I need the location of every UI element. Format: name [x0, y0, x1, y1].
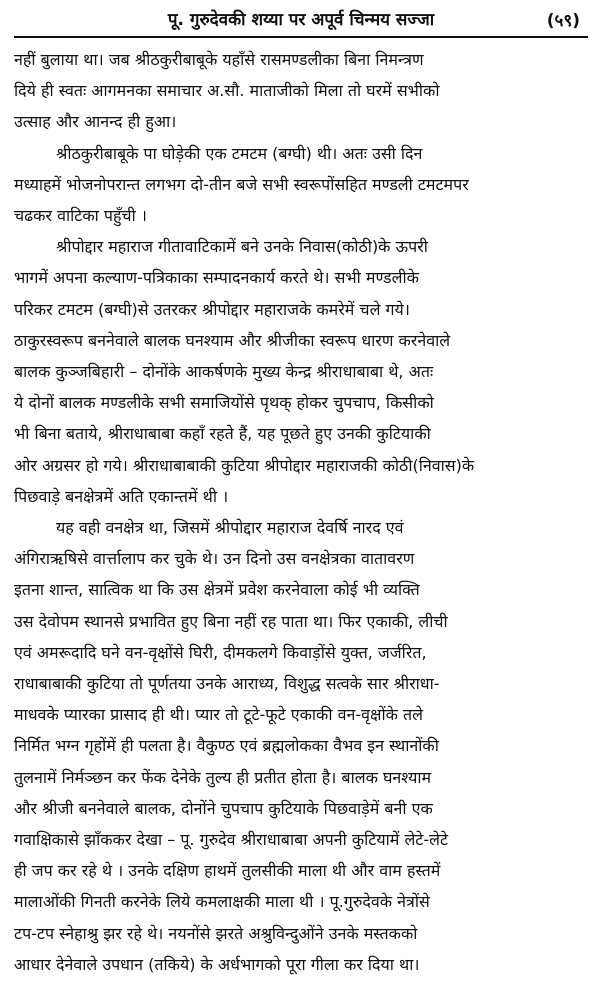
text-line: मालाओंकी गिनती करनेके लिये कमलाक्षकी माला थी । पू.गुरुदेवके नेत्रोंसे — [14, 892, 430, 912]
text-line: चढकर वाटिका पहुँची । — [14, 206, 147, 226]
text-line: और श्रीजी बननेवाले बालक, दोनोंने चुपचाप कुटियाके पिछवाड़ेमें बनी एक — [14, 798, 433, 818]
text-line: टप-टप स्नेहाश्रु झर रहे थे। नयनोंसे झरते अश्रुविन्दुओंने उनके मस्तकको — [14, 923, 418, 943]
text-line: इतना शान्त, सात्विक था कि उस क्षेत्रमें प्रवेश करनेवाला कोई भी व्यक्ति — [14, 580, 420, 600]
running-title: पू. गुरुदेवकी शय्या पर अपूर्व चिन्मय सज्जा — [167, 9, 435, 30]
text-line: ठाकुरस्वरूप बननेवाले बालक घनश्याम और श्रीजीका स्वरूप धारण करनेवाले — [14, 330, 451, 350]
text-line: बालक कुञ्जबिहारी – दोनोंके आकर्षणके मुख्य केन्द्र श्रीराधाबाबा थे, अतः — [14, 362, 434, 382]
text-line: ओर अग्रसर हो गये। श्रीराधाबाबाकी कुटिया श्रीपोद्दार महाराजकी कोठी(निवास)के — [14, 455, 475, 475]
text-line: भी बिना बताये, श्रीराधाबाबा कहाँ रहते हैं, यह पूछते हुए उनकी कुटियाकी — [14, 424, 431, 444]
text-line: गवाक्षिकासे झाँककर देखा – पू. गुरुदेव श्रीराधाबाबा अपनी कुटियामें लेटे-लेटे — [14, 830, 449, 850]
text-line: मध्याहमें भोजनोपरान्त लगभग दो-तीन बजे सभी स्वरूपोंसहित मण्डली टमटमपर — [14, 174, 469, 194]
text-line: निर्मित भग्न गृहोंमें ही पलता है। वैकुण्ठ एवं ब्रह्मलोकका वैभव इन स्थानोंकी — [14, 736, 439, 756]
text-line: ये दोनों बालक मण्डलीके सभी समाजियोंसे पृथक् होकर चुपचाप, किसीको — [14, 393, 434, 413]
body-text — [14, 44, 588, 980]
text-line: भागमें अपना कल्याण-पत्रिकाका सम्पादनकार्य करते थे। सभी मण्डलीके — [14, 268, 419, 288]
text-line: उस देवोपम स्थानसे प्रभावित हुए बिना नहीं रह पाता था। फिर एकाकी, लीची — [14, 611, 448, 631]
text-line: राधाबाबाकी कुटिया तो पूर्णतया उनके आराध्य, विशुद्ध सत्वके सार श्रीराधा- — [14, 674, 440, 694]
page-number: (५९) — [546, 11, 580, 31]
paragraph-start-line: यह वही वनक्षेत्र था, जिसमें श्रीपोद्दार महाराज देवर्षि नारद एवं — [56, 518, 404, 538]
text-line: उत्साह और आनन्द ही हुआ। — [14, 112, 177, 132]
text-line: आधार देनेवाले उपधान (तकिये) के अर्धभागको पूरा गीला कर दिया था। — [14, 954, 420, 974]
text-line: एवं अमरूदादि घने वन-वृक्षोंसे घिरी, दीमकलगे किवाड़ोंसे युक्त, जर्जरित, — [14, 642, 427, 662]
text-line: तुलनामें निर्मञ्छन कर फेंक देनेके तुल्य ही प्रतीत होता है। बालक घनश्याम — [14, 767, 432, 787]
text-line: परिकर टमटम (बग्घी)से उतरकर श्रीपोद्दार महाराजके कमरेमें चले गये। — [14, 299, 410, 319]
page-header — [14, 0, 588, 36]
text-line: दिये ही स्वतः आगमनका समाचार अ.सौ. माताजीको मिला तो घरमें सभीको — [14, 81, 440, 101]
text-line: ही जप कर रहे थे । उनके दक्षिण हाथमें तुलसीकी माला थी और वाम हस्तमें — [14, 861, 441, 881]
paragraph-start-line: श्रीपोद्दार महाराज गीतावाटिकामें बने उनके निवास(कोठी)के ऊपरी — [56, 237, 428, 257]
text-line: माधवके प्यारका प्रासाद ही थी। प्यार तो टूटे-फूटे एकाकी वन-वृक्षोंके तले — [14, 705, 423, 725]
paragraph-start-line: श्रीठकुरीबाबूके पा घोड़ेकी एक टमटम (बग्घी) थी। अतः उसी दिन — [56, 143, 423, 163]
text-line: अंगिराऋषिसे वार्त्तालाप कर चुके थे। उन दिनो उस वनक्षेत्रका वातावरण — [14, 549, 415, 569]
text-line: नहीं बुलाया था। जब श्रीठकुरीबाबूके यहाँसे रासमण्डलीका बिना निमन्त्रण — [14, 50, 424, 69]
text-line: पिछवाड़े बनक्षेत्रमें अति एकान्तमें थी । — [14, 486, 229, 506]
header-rule — [14, 36, 588, 38]
